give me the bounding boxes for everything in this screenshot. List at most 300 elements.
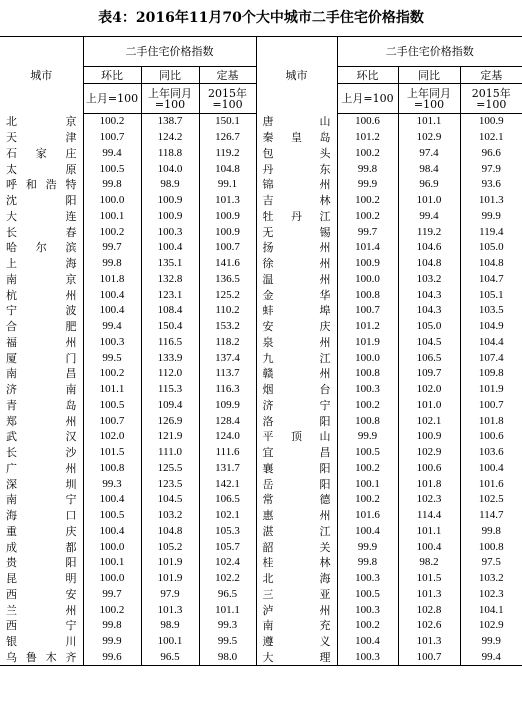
- mom-value-right: 99.8: [337, 161, 398, 177]
- city-name-left: 沈阳: [6, 194, 77, 208]
- yoy-value-left: 103.2: [141, 508, 199, 524]
- mom-value-left: 100.1: [83, 555, 141, 571]
- unit-mom-right: 上月=100: [337, 84, 398, 114]
- yoy-value-right: 104.5: [398, 335, 460, 351]
- yoy-value-left: 132.8: [141, 272, 199, 288]
- city-name-right: 赣州: [256, 366, 337, 382]
- table-row: [0, 335, 522, 351]
- city-name-left: 郑州: [6, 414, 77, 428]
- base-value-left: 109.9: [199, 398, 256, 414]
- yoy-value-left: 101.3: [141, 602, 199, 618]
- city-name-left: 西宁: [6, 619, 77, 633]
- table-row: [0, 240, 522, 256]
- mom-value-right: 100.7: [337, 303, 398, 319]
- yoy-value-right: 99.4: [398, 209, 460, 225]
- yoy-value-left: 123.1: [141, 287, 199, 303]
- col-yoy-left: 同比: [141, 67, 199, 84]
- table-row: [0, 146, 522, 162]
- base-value-left: 98.0: [199, 650, 256, 666]
- col-base-right: 定基: [460, 67, 522, 84]
- mom-value-right: 100.2: [337, 209, 398, 225]
- base-value-left: 110.2: [199, 303, 256, 319]
- base-value-left: 102.4: [199, 555, 256, 571]
- city-name-right: 吉林: [256, 193, 337, 209]
- base-value-right: 105.1: [460, 287, 522, 303]
- base-value-right: 97.5: [460, 555, 522, 571]
- base-value-right: 101.6: [460, 476, 522, 492]
- table-row: [0, 114, 522, 130]
- mom-value-left: 99.5: [83, 350, 141, 366]
- yoy-value-left: 101.9: [141, 555, 199, 571]
- city-name-left: 贵阳: [6, 556, 77, 570]
- col-base-left: 定基: [199, 67, 256, 84]
- mom-value-right: 100.8: [337, 287, 398, 303]
- mom-value-left: 102.0: [83, 429, 141, 445]
- table-row: [0, 492, 522, 508]
- yoy-value-right: 103.2: [398, 272, 460, 288]
- city-name-right: 秦皇岛: [256, 130, 337, 146]
- yoy-value-right: 101.8: [398, 476, 460, 492]
- city-name-right: 徐州: [256, 256, 337, 272]
- city-name-right: 烟台: [256, 382, 337, 398]
- mom-value-left: 99.7: [83, 240, 141, 256]
- yoy-value-right: 101.1: [398, 114, 460, 130]
- base-value-right: 104.9: [460, 319, 522, 335]
- base-value-left: 119.2: [199, 146, 256, 162]
- yoy-value-right: 102.6: [398, 618, 460, 634]
- base-value-left: 100.9: [199, 224, 256, 240]
- city-name-right: 唐山: [256, 114, 337, 130]
- yoy-value-left: 138.7: [141, 114, 199, 130]
- mom-value-right: 100.2: [337, 461, 398, 477]
- base-value-right: 100.6: [460, 429, 522, 445]
- city-name-left: 南京: [6, 272, 77, 286]
- table-row: [0, 429, 522, 445]
- base-value-left: 102.2: [199, 571, 256, 587]
- yoy-value-left: 98.9: [141, 618, 199, 634]
- yoy-value-right: 104.3: [398, 303, 460, 319]
- mom-value-right: 101.2: [337, 130, 398, 146]
- mom-value-right: 100.1: [337, 476, 398, 492]
- city-name-left: 天津: [6, 131, 77, 145]
- city-name-right: 南充: [256, 618, 337, 634]
- city-name-left: 哈尔滨: [6, 241, 77, 255]
- base-value-right: 104.8: [460, 256, 522, 272]
- table-row: [0, 209, 522, 225]
- city-name-left: 济南: [6, 383, 77, 397]
- city-name-left: 西安: [6, 587, 77, 601]
- yoy-value-left: 100.9: [141, 193, 199, 209]
- mom-value-left: 100.1: [83, 209, 141, 225]
- table-row: [0, 130, 522, 146]
- base-value-left: 131.7: [199, 461, 256, 477]
- table-row: [0, 272, 522, 288]
- mom-value-right: 100.4: [337, 634, 398, 650]
- mom-value-right: 99.8: [337, 555, 398, 571]
- mom-value-right: 100.6: [337, 114, 398, 130]
- table-row: [0, 508, 522, 524]
- mom-value-left: 100.8: [83, 461, 141, 477]
- base-value-right: 104.1: [460, 602, 522, 618]
- city-name-right: 牡丹江: [256, 209, 337, 225]
- base-value-right: 93.6: [460, 177, 522, 193]
- yoy-value-right: 98.4: [398, 161, 460, 177]
- col-mom-right: 环比: [337, 67, 398, 84]
- yoy-value-right: 100.4: [398, 539, 460, 555]
- base-value-left: 106.5: [199, 492, 256, 508]
- table-row: [0, 571, 522, 587]
- base-value-left: 150.1: [199, 114, 256, 130]
- mom-value-right: 100.0: [337, 350, 398, 366]
- yoy-value-left: 125.5: [141, 461, 199, 477]
- mom-value-left: 99.4: [83, 319, 141, 335]
- mom-value-left: 100.0: [83, 539, 141, 555]
- yoy-value-left: 101.9: [141, 571, 199, 587]
- table-row: [0, 445, 522, 461]
- mom-value-right: 99.9: [337, 429, 398, 445]
- yoy-value-left: 100.1: [141, 634, 199, 650]
- mom-value-left: 99.8: [83, 618, 141, 634]
- yoy-value-left: 104.8: [141, 524, 199, 540]
- base-value-left: 105.7: [199, 539, 256, 555]
- base-value-left: 118.2: [199, 335, 256, 351]
- mom-value-right: 101.2: [337, 319, 398, 335]
- mom-value-right: 99.7: [337, 224, 398, 240]
- base-value-right: 101.9: [460, 382, 522, 398]
- table-row: [0, 634, 522, 650]
- yoy-value-left: 108.4: [141, 303, 199, 319]
- mom-value-right: 100.3: [337, 650, 398, 666]
- city-name-right: 襄阳: [256, 461, 337, 477]
- city-name-left: 乌鲁木齐: [0, 650, 83, 666]
- base-value-right: 100.8: [460, 539, 522, 555]
- city-name-right: 丹东: [256, 161, 337, 177]
- city-name-right: 锦州: [256, 177, 337, 193]
- base-value-left: 99.5: [199, 634, 256, 650]
- base-value-right: 99.9: [460, 634, 522, 650]
- table-row: [0, 193, 522, 209]
- mom-value-left: 99.9: [83, 634, 141, 650]
- city-name-left: 长春: [6, 225, 77, 239]
- yoy-value-left: 115.3: [141, 382, 199, 398]
- unit-mom-left: 上月=100: [83, 84, 141, 114]
- city-name-left: 福州: [6, 335, 77, 349]
- city-name-right: 宜昌: [256, 445, 337, 461]
- base-value-right: 103.2: [460, 571, 522, 587]
- yoy-value-right: 102.9: [398, 445, 460, 461]
- city-name-right: 济宁: [256, 398, 337, 414]
- base-value-left: 100.9: [199, 209, 256, 225]
- base-value-right: 96.6: [460, 146, 522, 162]
- city-name-right: 桂林: [256, 555, 337, 571]
- table-row: [0, 555, 522, 571]
- yoy-value-right: 114.4: [398, 508, 460, 524]
- yoy-value-right: 101.5: [398, 571, 460, 587]
- mom-value-right: 100.5: [337, 587, 398, 603]
- city-name-right: 大理: [256, 650, 337, 666]
- base-value-right: 105.0: [460, 240, 522, 256]
- city-name-left: 银川: [6, 635, 77, 649]
- city-name-right: 常德: [256, 492, 337, 508]
- mom-value-left: 101.1: [83, 382, 141, 398]
- city-name-right: 泉州: [256, 335, 337, 351]
- base-value-left: 125.2: [199, 287, 256, 303]
- base-value-left: 124.0: [199, 429, 256, 445]
- city-name-left: 深圳: [6, 477, 77, 491]
- mom-value-left: 100.4: [83, 524, 141, 540]
- mom-value-right: 100.2: [337, 618, 398, 634]
- yoy-value-right: 105.0: [398, 319, 460, 335]
- base-value-right: 97.9: [460, 161, 522, 177]
- mom-value-left: 100.5: [83, 398, 141, 414]
- mom-value-right: 99.9: [337, 177, 398, 193]
- base-value-right: 102.3: [460, 587, 522, 603]
- mom-value-left: 100.7: [83, 130, 141, 146]
- mom-value-right: 101.9: [337, 335, 398, 351]
- yoy-value-right: 101.3: [398, 587, 460, 603]
- mom-value-left: 100.5: [83, 161, 141, 177]
- mom-value-left: 101.8: [83, 272, 141, 288]
- table-row: [0, 476, 522, 492]
- mom-value-right: 100.4: [337, 524, 398, 540]
- base-value-right: 100.4: [460, 461, 522, 477]
- yoy-value-right: 104.8: [398, 256, 460, 272]
- base-value-left: 142.1: [199, 476, 256, 492]
- base-value-left: 111.6: [199, 445, 256, 461]
- yoy-value-right: 98.2: [398, 555, 460, 571]
- yoy-value-left: 97.9: [141, 587, 199, 603]
- table-row: [0, 382, 522, 398]
- table-row: [0, 413, 522, 429]
- base-value-left: 105.3: [199, 524, 256, 540]
- yoy-value-right: 101.0: [398, 398, 460, 414]
- table-row: [0, 350, 522, 366]
- mom-value-right: 100.3: [337, 382, 398, 398]
- mom-value-left: 100.2: [83, 114, 141, 130]
- yoy-value-right: 104.3: [398, 287, 460, 303]
- mom-value-left: 100.5: [83, 508, 141, 524]
- city-name-left: 青岛: [6, 398, 77, 412]
- price-index-table: [0, 36, 522, 666]
- city-name-left: 武汉: [6, 430, 77, 444]
- table-row: [0, 256, 522, 272]
- unit-yoy-right: 上年同月=100: [398, 84, 460, 114]
- base-value-right: 99.8: [460, 524, 522, 540]
- mom-value-right: 100.2: [337, 492, 398, 508]
- mom-value-right: 100.5: [337, 445, 398, 461]
- city-name-left: 北京: [6, 115, 77, 129]
- base-value-right: 103.6: [460, 445, 522, 461]
- city-name-left: 大连: [6, 209, 77, 223]
- city-name-right: 遵义: [256, 634, 337, 650]
- mom-value-left: 99.8: [83, 177, 141, 193]
- base-value-right: 100.7: [460, 398, 522, 414]
- table-body: [0, 114, 522, 666]
- mom-value-right: 99.9: [337, 539, 398, 555]
- city-name-left: 重庆: [6, 524, 77, 538]
- yoy-value-left: 100.3: [141, 224, 199, 240]
- yoy-value-right: 102.3: [398, 492, 460, 508]
- unit-base-right: 2015年=100: [460, 84, 522, 114]
- city-name-right: 蚌埠: [256, 303, 337, 319]
- city-header-right: 城市: [256, 37, 337, 114]
- yoy-value-left: 112.0: [141, 366, 199, 382]
- yoy-value-left: 105.2: [141, 539, 199, 555]
- mom-value-right: 100.3: [337, 602, 398, 618]
- base-value-right: 109.8: [460, 366, 522, 382]
- base-value-left: 102.1: [199, 508, 256, 524]
- base-value-left: 141.6: [199, 256, 256, 272]
- mom-value-left: 100.2: [83, 224, 141, 240]
- base-value-right: 102.9: [460, 618, 522, 634]
- city-name-right: 三亚: [256, 587, 337, 603]
- yoy-value-left: 126.9: [141, 413, 199, 429]
- base-value-right: 102.5: [460, 492, 522, 508]
- mom-value-right: 100.2: [337, 398, 398, 414]
- base-value-left: 99.1: [199, 177, 256, 193]
- table-row: [0, 618, 522, 634]
- mom-value-left: 100.0: [83, 571, 141, 587]
- city-name-left: 上海: [6, 257, 77, 271]
- yoy-value-left: 124.2: [141, 130, 199, 146]
- yoy-value-right: 109.7: [398, 366, 460, 382]
- base-value-right: 101.3: [460, 193, 522, 209]
- base-value-left: 126.7: [199, 130, 256, 146]
- mom-value-right: 100.8: [337, 366, 398, 382]
- mom-value-right: 100.2: [337, 193, 398, 209]
- yoy-value-left: 150.4: [141, 319, 199, 335]
- city-name-right: 岳阳: [256, 476, 337, 492]
- group-header-right-label: 二手住宅价格指数: [338, 37, 522, 67]
- city-name-right: 温州: [256, 272, 337, 288]
- base-value-left: 99.3: [199, 618, 256, 634]
- table-row: [0, 287, 522, 303]
- yoy-value-left: 116.5: [141, 335, 199, 351]
- base-value-left: 101.1: [199, 602, 256, 618]
- table-row: [0, 224, 522, 240]
- base-value-left: 113.7: [199, 366, 256, 382]
- base-value-left: 96.5: [199, 587, 256, 603]
- yoy-value-left: 118.8: [141, 146, 199, 162]
- base-value-right: 99.9: [460, 209, 522, 225]
- city-name-left: 太原: [6, 162, 77, 176]
- city-name-left: 昆明: [6, 572, 77, 586]
- base-value-right: 104.4: [460, 335, 522, 351]
- city-name-left: 南昌: [6, 367, 77, 381]
- base-value-right: 100.9: [460, 114, 522, 130]
- city-header-left: 城市: [0, 37, 83, 114]
- yoy-value-left: 104.0: [141, 161, 199, 177]
- table-row: [0, 650, 522, 666]
- base-value-right: 103.5: [460, 303, 522, 319]
- city-name-right: 九江: [256, 350, 337, 366]
- yoy-value-left: 121.9: [141, 429, 199, 445]
- base-value-left: 100.7: [199, 240, 256, 256]
- group-header-right: [337, 37, 522, 68]
- city-name-left: 海口: [6, 509, 77, 523]
- table-row: [0, 461, 522, 477]
- table-row: [0, 587, 522, 603]
- mom-value-right: 100.3: [337, 571, 398, 587]
- table-title: 表4：2016年11月70个大中城市二手住宅价格指数: [98, 10, 424, 26]
- table-row: [0, 319, 522, 335]
- city-name-right: 包头: [256, 146, 337, 162]
- yoy-value-right: 106.5: [398, 350, 460, 366]
- mom-value-left: 100.2: [83, 366, 141, 382]
- col-mom-left: 环比: [83, 67, 141, 84]
- mom-value-right: 100.8: [337, 413, 398, 429]
- base-value-right: 114.7: [460, 508, 522, 524]
- base-value-right: 102.1: [460, 130, 522, 146]
- mom-value-left: 100.4: [83, 287, 141, 303]
- city-name-right: 金华: [256, 287, 337, 303]
- city-name-left: 广州: [6, 461, 77, 475]
- city-name-right: 无锡: [256, 224, 337, 240]
- yoy-value-right: 97.4: [398, 146, 460, 162]
- city-name-right: 泸州: [256, 602, 337, 618]
- yoy-value-right: 100.6: [398, 461, 460, 477]
- base-value-left: 153.2: [199, 319, 256, 335]
- yoy-value-right: 101.0: [398, 193, 460, 209]
- mom-value-left: 100.4: [83, 492, 141, 508]
- city-name-left: 石家庄: [6, 146, 77, 160]
- city-name-left: 杭州: [6, 288, 77, 302]
- yoy-value-right: 102.9: [398, 130, 460, 146]
- yoy-value-right: 100.7: [398, 650, 460, 666]
- mom-value-left: 100.7: [83, 413, 141, 429]
- city-name-left: 长沙: [6, 446, 77, 460]
- city-name-right: 惠州: [256, 508, 337, 524]
- yoy-value-right: 119.2: [398, 224, 460, 240]
- yoy-value-left: 135.1: [141, 256, 199, 272]
- mom-value-right: 101.4: [337, 240, 398, 256]
- city-name-left: 成都: [6, 540, 77, 554]
- unit-base-left: 2015年=100: [199, 84, 256, 114]
- mom-value-left: 100.2: [83, 602, 141, 618]
- table-row: [0, 539, 522, 555]
- city-name-right: 洛阳: [256, 413, 337, 429]
- table-row: [0, 602, 522, 618]
- city-name-right: 安庆: [256, 319, 337, 335]
- yoy-value-left: 109.4: [141, 398, 199, 414]
- city-name-left: 兰州: [6, 603, 77, 617]
- yoy-value-left: 98.9: [141, 177, 199, 193]
- base-value-left: 128.4: [199, 413, 256, 429]
- base-value-left: 136.5: [199, 272, 256, 288]
- base-value-left: 137.4: [199, 350, 256, 366]
- mom-value-left: 101.5: [83, 445, 141, 461]
- yoy-value-right: 96.9: [398, 177, 460, 193]
- base-value-right: 99.4: [460, 650, 522, 666]
- base-value-right: 104.7: [460, 272, 522, 288]
- city-name-right: 北海: [256, 571, 337, 587]
- yoy-value-left: 123.5: [141, 476, 199, 492]
- yoy-value-left: 96.5: [141, 650, 199, 666]
- mom-value-left: 99.6: [83, 650, 141, 666]
- base-value-right: 101.8: [460, 413, 522, 429]
- city-name-left: 宁波: [6, 304, 77, 318]
- mom-value-left: 100.3: [83, 335, 141, 351]
- yoy-value-left: 100.4: [141, 240, 199, 256]
- mom-value-right: 100.0: [337, 272, 398, 288]
- table-row: [0, 524, 522, 540]
- city-name-right: 韶关: [256, 539, 337, 555]
- city-name-left: 呼和浩特: [6, 178, 77, 192]
- table-row: [0, 303, 522, 319]
- city-name-left: 厦门: [6, 351, 77, 365]
- mom-value-left: 100.4: [83, 303, 141, 319]
- mom-value-left: 99.4: [83, 146, 141, 162]
